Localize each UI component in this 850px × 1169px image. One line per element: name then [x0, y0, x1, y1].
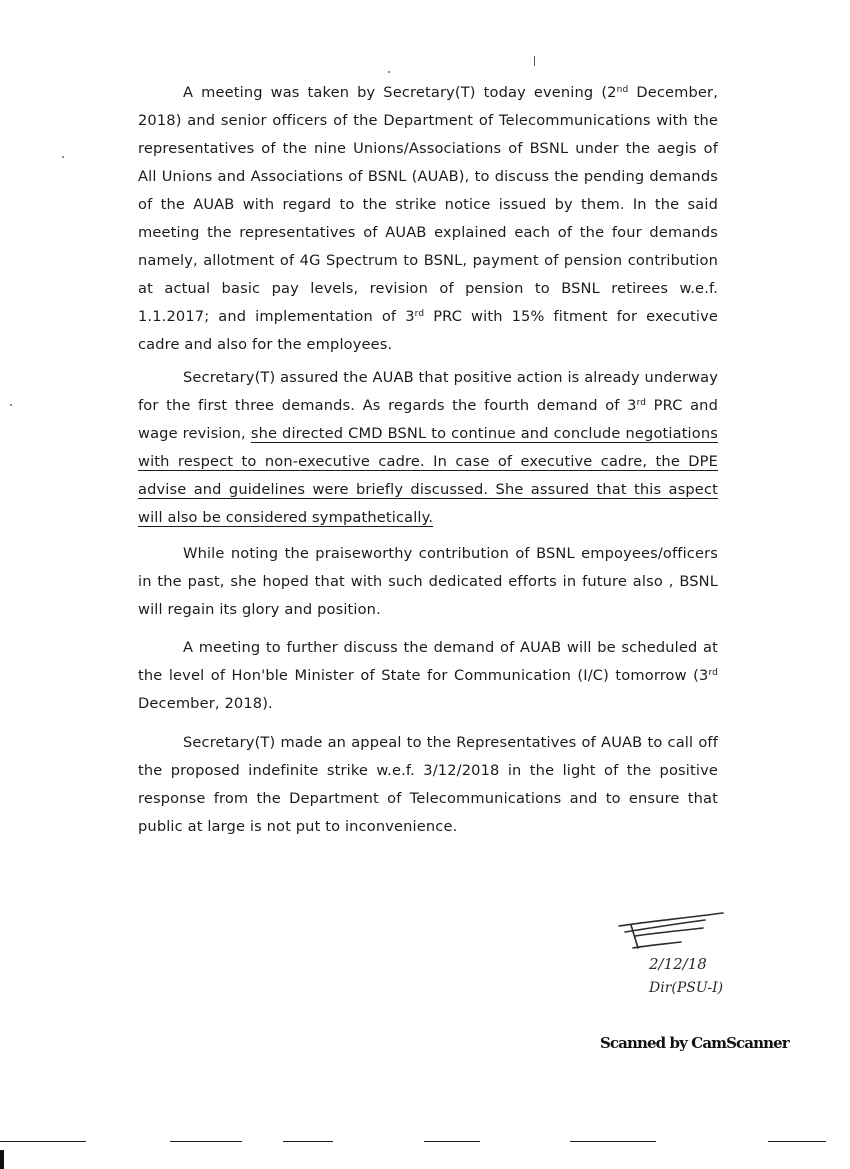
footer-line [424, 1141, 480, 1142]
handwritten-signature [605, 908, 745, 1008]
footer-line [570, 1141, 656, 1142]
paragraph-assurance: Secretary(T) assured the AUAB that positive action is already underway for the first three demands. As regards the fourth demand of 3rd PRC and wage revision, she directed CMD BSNL to continue and conclude negotiations with respect to non-executive cadre. In case of executive cadre, the DPE advise and guidelines were briefly discussed. She assured that this aspect will also be considered sympathetically. [138, 369, 718, 526]
scan-speck [10, 404, 12, 406]
footer-line [170, 1141, 242, 1142]
signature-designation: Dir(PSU-I) [649, 980, 724, 996]
footer-line [0, 1141, 86, 1142]
paragraph-praise: While noting the praiseworthy contribution of BSNL empoyees/officers in the past, she hoped that with such dedicated efforts in future also , BSNL will regain its glory and position. [138, 545, 718, 618]
paragraph-meeting-summary: A meeting was taken by Secretary(T) today evening (2nd December, 2018) and senior officers of the Department of Telecommunications with the representatives of the nine Unions/Associations of BSNL under the aegis of All Unions and Associations of BSNL (AUAB), to discuss the pending demands of the AUAB with regard to the strike notice issued by them. In the said meeting the representatives of AUAB explained each of the four demands namely, allotment of 4G Spectrum to BSNL, payment of pension contribution at actual basic pay levels, revision of pension to BSNL retirees w.e.f. 1.1.2017; and implementation of 3rd PRC with 15% fitment for executive cadre and also for the employees. [138, 84, 718, 353]
signature-date: 2/12/18 [649, 955, 707, 973]
camscanner-watermark: Scanned by CamScanner [600, 1034, 789, 1052]
scan-edge [0, 1150, 4, 1169]
footer-line [283, 1141, 333, 1142]
paragraph-appeal: Secretary(T) made an appeal to the Representatives of AUAB to call off the proposed indefinite strike w.e.f. 3/12/2018 in the light of the positive response from the Department of Telecommunications and to ensure that public at large is not put to inconvenience. [138, 734, 718, 835]
paragraph-next-meeting: A meeting to further discuss the demand of AUAB will be scheduled at the level of Hon'ble Minister of State for Communication (I/C) tomorrow (3rd December, 2018). [138, 639, 718, 712]
scan-mark [534, 56, 535, 66]
scan-speck [62, 156, 64, 158]
footer-line [768, 1141, 826, 1142]
scan-speck [388, 71, 390, 73]
underlined-directive: she directed CMD BSNL to continue and conclude negotiations with respect to non-executive cadre. In case of executive cadre, the DPE advise and guidelines were briefly discussed. She assured that this aspect will also be considered sympathetically. [138, 425, 718, 526]
